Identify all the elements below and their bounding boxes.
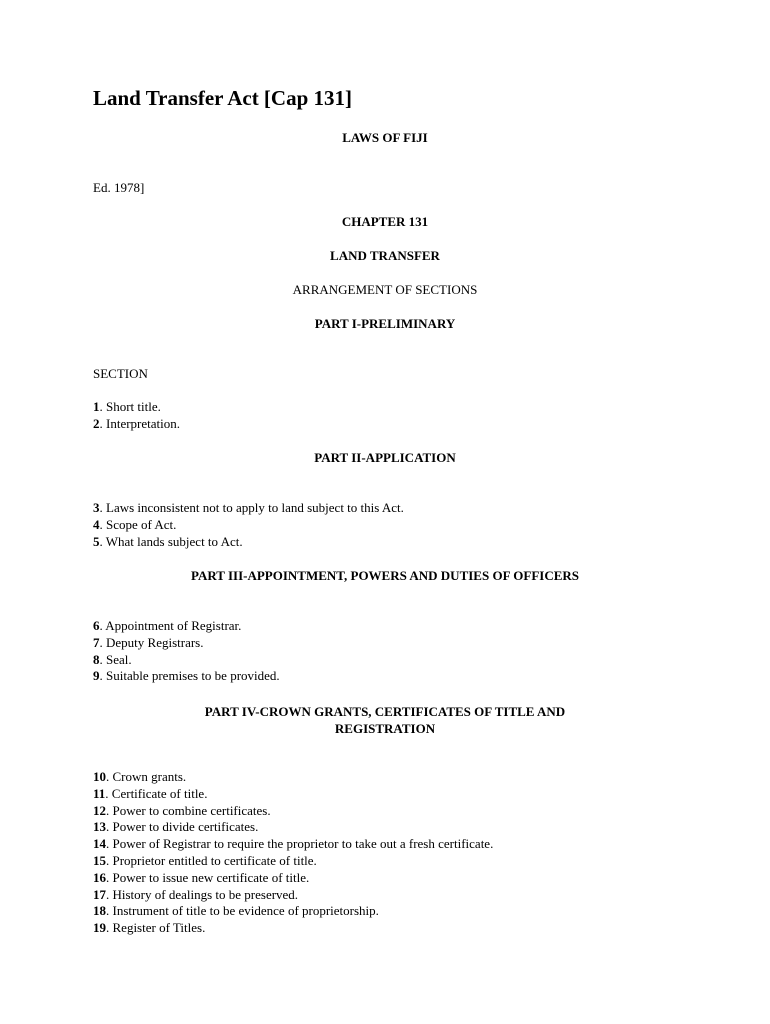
list-item [93, 668, 280, 685]
section-list [93, 618, 280, 685]
edition-text: Ed. 1978] [93, 180, 145, 195]
list-item [93, 803, 493, 820]
list-item [93, 786, 493, 803]
section-text: . Power to issue new certificate of title. [106, 869, 310, 885]
section-number: 16 [93, 869, 106, 885]
section-text: . What lands subject to Act. [99, 533, 243, 549]
list-item [93, 836, 493, 853]
list-item [93, 652, 280, 669]
section-list [93, 399, 180, 433]
section-number: 15 [93, 852, 106, 868]
arrangement-heading: ARRANGEMENT OF SECTIONS [292, 282, 478, 297]
section-number: 19 [93, 920, 106, 936]
section-text: . Seal. [99, 651, 132, 667]
section-text: . Laws inconsistent not to apply to land subject to this Act. [99, 500, 404, 515]
laws-heading: LAWS OF FIJI [342, 130, 428, 145]
list-item [93, 887, 493, 904]
section-text: . Instrument of title to be evidence of proprietorship. [106, 903, 379, 919]
list-item [93, 903, 493, 920]
section-number: 12 [93, 802, 106, 818]
section-text: . Suitable premises to be provided. [99, 668, 280, 684]
section-text: . Power to combine certificates. [106, 802, 271, 818]
section-number: 14 [93, 836, 106, 852]
subject-heading: LAND TRANSFER [330, 248, 440, 263]
section-text: . Scope of Act. [99, 516, 177, 532]
list-item [93, 870, 493, 887]
section-number: 3 [93, 500, 100, 515]
list-item [93, 416, 180, 433]
section-number: 5 [93, 533, 100, 549]
section-text: . Short title. [99, 399, 161, 414]
section-number: 17 [93, 886, 106, 902]
section-text: . Proprietor entitled to certificate of title. [106, 852, 317, 868]
section-number: 4 [93, 516, 100, 532]
list-item [93, 819, 493, 836]
section-number: 11 [93, 785, 106, 801]
section-text: . Register of Titles. [106, 920, 206, 936]
section-number: 8 [93, 651, 100, 667]
part-heading: PART I-PRELIMINARY [314, 316, 456, 331]
section-number: 9 [93, 668, 100, 684]
document-title: Land Transfer Act [Cap 131] [93, 86, 353, 110]
section-text: . Interpretation. [99, 415, 180, 431]
part-heading: PART III-APPOINTMENT, POWERS AND DUTIES OF OFFICERS [190, 568, 580, 583]
chapter-heading: CHAPTER 131 [341, 214, 429, 229]
list-item [93, 399, 180, 416]
section-text: . Power to divide certificates. [106, 819, 259, 835]
section-list [93, 500, 404, 550]
list-item [93, 500, 404, 517]
section-list [93, 769, 493, 937]
part-heading [0, 703, 770, 737]
section-number: 10 [93, 769, 106, 784]
section-text: . History of dealings to be preserved. [106, 886, 299, 902]
section-text: . Certificate of title. [105, 785, 208, 801]
section-number: 7 [93, 634, 100, 650]
part-heading-line: REGISTRATION [334, 721, 436, 736]
part-heading: PART II-APPLICATION [314, 450, 456, 465]
section-text: . Deputy Registrars. [99, 634, 204, 650]
section-text: . Power of Registrar to require the proprietor to take out a fresh certificate. [106, 836, 494, 852]
section-number: 2 [93, 415, 100, 431]
section-number: 18 [93, 903, 106, 919]
section-number: 13 [93, 819, 106, 835]
section-number: 1 [93, 399, 100, 414]
list-item [93, 618, 280, 635]
section-text: . Appointment of Registrar. [99, 618, 242, 633]
part-heading-line: PART IV-CROWN GRANTS, CERTIFICATES OF TITLE AND [204, 704, 566, 719]
list-item [93, 534, 404, 551]
list-item [93, 853, 493, 870]
list-item [93, 920, 493, 937]
section-text: . Crown grants. [106, 769, 187, 784]
list-item [93, 517, 404, 534]
section-number: 6 [93, 618, 100, 633]
list-item [93, 635, 280, 652]
section-label: SECTION [93, 366, 148, 381]
list-item [93, 769, 493, 786]
